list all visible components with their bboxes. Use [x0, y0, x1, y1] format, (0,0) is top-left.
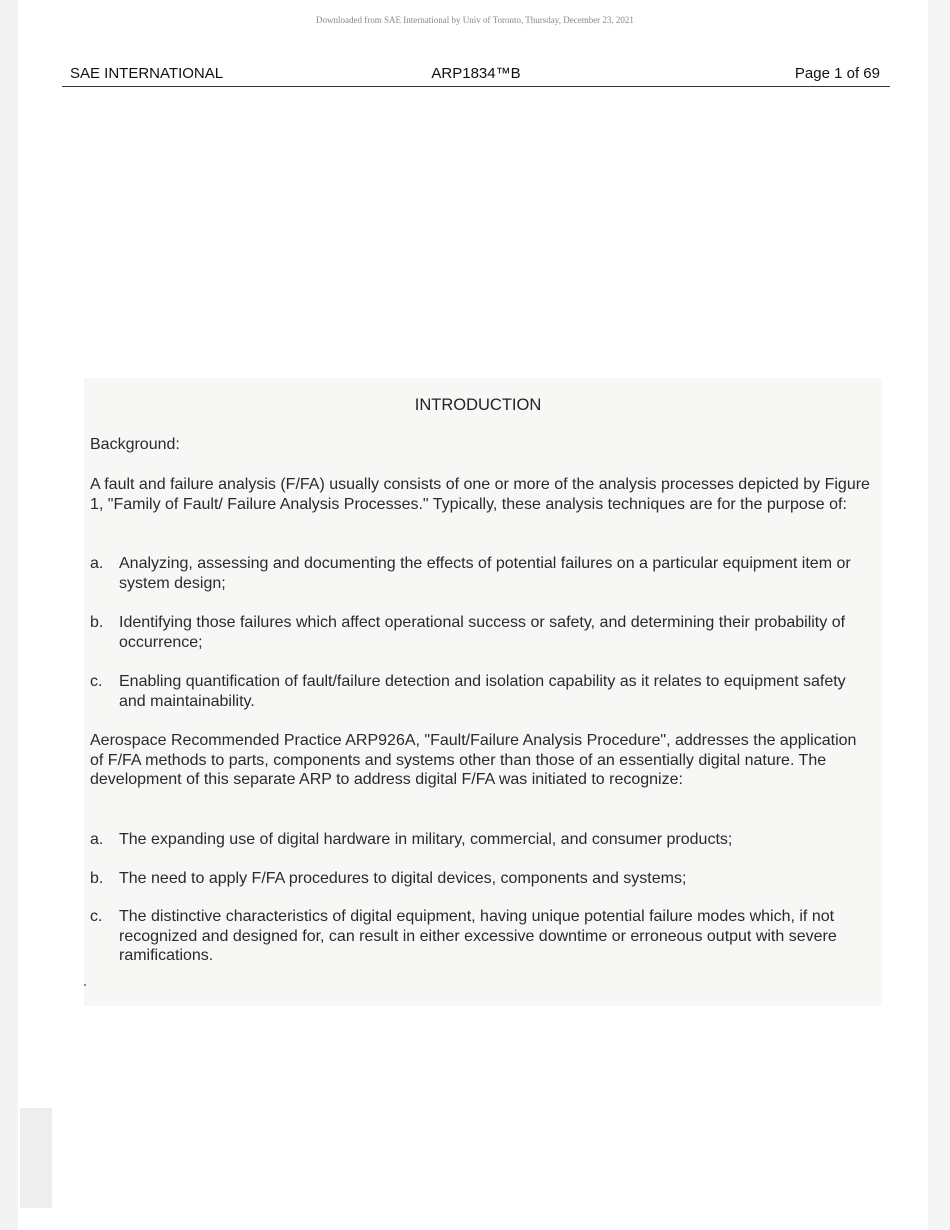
list-item: [90, 672, 860, 711]
page-number: Page 1 of 69: [794, 65, 880, 82]
list-item: [90, 554, 860, 593]
list-marker: a.: [90, 831, 104, 848]
scan-speck: [84, 984, 86, 986]
list-item-text: Identifying those failures which affect operational success or safety, and determining their probability of occurrence;: [119, 614, 846, 651]
document-id: ARP1834™B: [431, 65, 521, 82]
intro-paragraph-2: Aerospace Recommended Practice ARP926A, "Fault/Failure Analysis Procedure", addresses the application of F/FA methods to parts, components and systems other than those of an essentially digital nature. The development of this separate ARP to address digital F/FA was initiated to recognize:: [90, 732, 857, 788]
list-marker: b.: [90, 614, 104, 631]
list-item: [90, 613, 860, 652]
list-item: [90, 830, 860, 850]
list-item-text: Analyzing, assessing and documenting the effects of potential failures on a particular equipment item or system design;: [119, 555, 851, 592]
list-item-text: The need to apply F/FA procedures to digital devices, components and systems;: [119, 870, 687, 887]
page-header: [62, 64, 890, 87]
scanned-introduction: [84, 378, 882, 1006]
page-edge-right: [928, 0, 950, 1230]
list-item-text: Enabling quantification of fault/failure detection and isolation capability as it relates to equipment safety and maintainability.: [119, 673, 846, 710]
list-item: [90, 907, 860, 966]
list-item: [90, 869, 860, 889]
list-marker: b.: [90, 870, 104, 887]
list-marker: c.: [90, 908, 103, 925]
download-note: Downloaded from SAE International by Univ of Toronto, Thursday, December 23, 2021: [316, 15, 634, 25]
section-title: INTRODUCTION: [414, 396, 542, 414]
scan-artifact: [20, 1108, 52, 1208]
publisher-name: SAE INTERNATIONAL: [70, 65, 224, 82]
page-edge-left: [0, 0, 18, 1230]
intro-paragraph-1: A fault and failure analysis (F/FA) usually consists of one or more of the analysis processes depicted by Figure 1, "Family of Fault/ Failure Analysis Processes." Typically, these analysis techniques are for the purpose of:: [90, 476, 870, 513]
list-item-text: The expanding use of digital hardware in military, commercial, and consumer products;: [119, 831, 733, 848]
background-heading: Background:: [90, 436, 180, 453]
list-marker: a.: [90, 555, 104, 572]
list-item-text: The distinctive characteristics of digital equipment, having unique potential failure modes which, if not recognized and designed for, can result in either excessive downtime or erroneous output with severe ramifications.: [119, 908, 837, 964]
list-marker: c.: [90, 673, 103, 690]
